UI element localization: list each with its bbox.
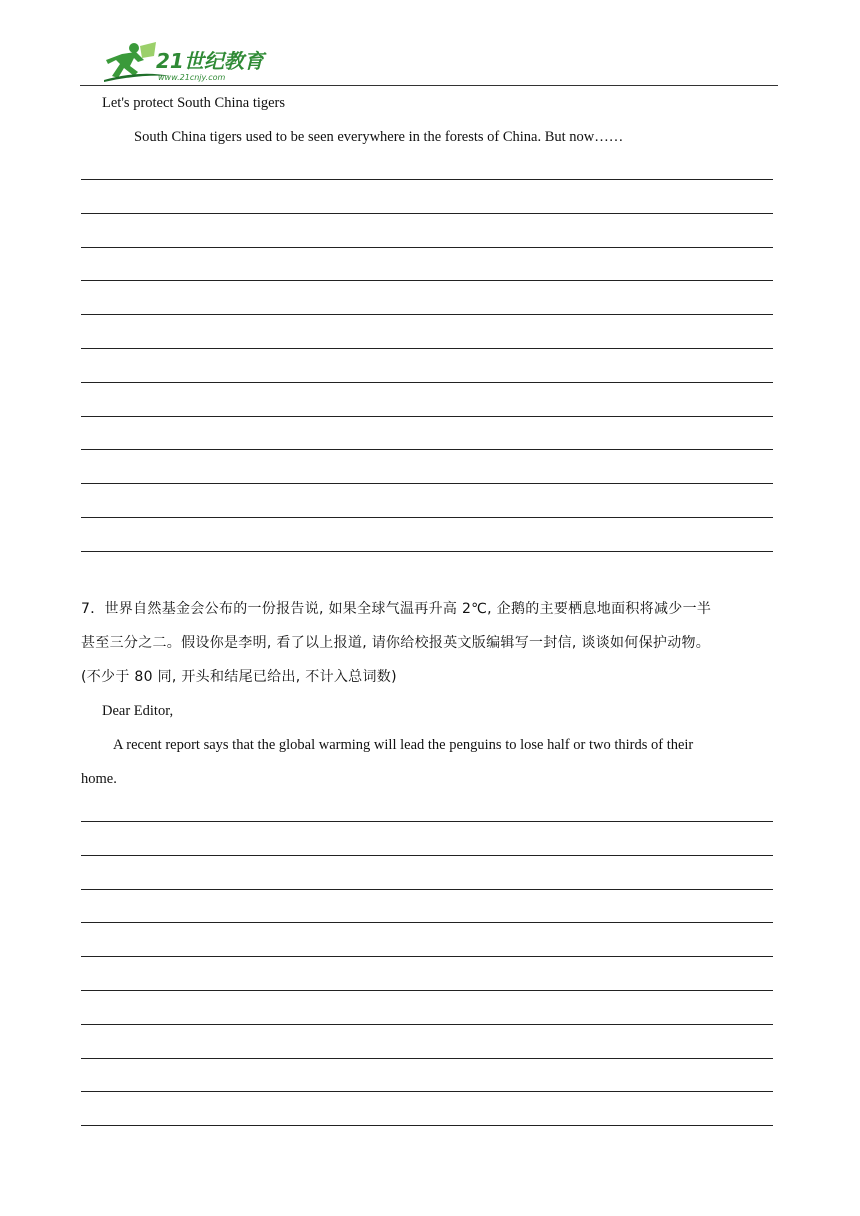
answer-line: [81, 179, 773, 180]
question-7-line-1: 7．世界自然基金会公布的一份报告说, 如果全球气温再升高 2℃, 企鹅的主要栖息地面积将减少一半: [81, 601, 712, 617]
essay-title: Let's protect South China tigers: [102, 95, 286, 111]
answer-line: [81, 551, 773, 552]
letter-salutation: Dear Editor,: [102, 703, 174, 719]
question-7-line-3: (不少于 80 同, 开头和结尾已给出, 不计入总词数): [81, 669, 397, 685]
answer-line: [81, 449, 773, 450]
answer-line: [81, 416, 773, 417]
answer-line: [81, 348, 773, 349]
answer-line: [81, 382, 773, 383]
answer-line: [81, 1091, 773, 1092]
answer-line: [81, 247, 773, 248]
answer-line: [81, 855, 773, 856]
letter-opening-line-1: A recent report says that the global warming will lead the penguins to lose half or two thirds of their: [113, 737, 694, 753]
letter-opening-line-2: home.: [81, 771, 117, 787]
answer-line: [81, 889, 773, 890]
header-rule: [80, 85, 778, 86]
answer-line: [81, 956, 773, 957]
answer-line: [81, 821, 773, 822]
question-7-line-2: 甚至三分之二。假设你是李明, 看了以上报道, 请你给校报英文版编辑写一封信, 谈谈如何保护动物。: [81, 635, 711, 651]
logo-21cnjy-icon: [100, 40, 270, 84]
answer-line: [81, 922, 773, 923]
answer-line: [81, 1125, 773, 1126]
answer-line: [81, 990, 773, 991]
logo-url: www.21cnjy.com: [158, 73, 226, 82]
essay-opening: South China tigers used to be seen everywhere in the forests of China. But now……: [134, 129, 624, 145]
answer-line: [81, 517, 773, 518]
answer-line: [81, 1058, 773, 1059]
answer-line: [81, 483, 773, 484]
logo-wordmark: 21世纪教育: [156, 49, 264, 73]
answer-line: [81, 280, 773, 281]
answer-line: [81, 314, 773, 315]
answer-line: [81, 1024, 773, 1025]
answer-line: [81, 213, 773, 214]
